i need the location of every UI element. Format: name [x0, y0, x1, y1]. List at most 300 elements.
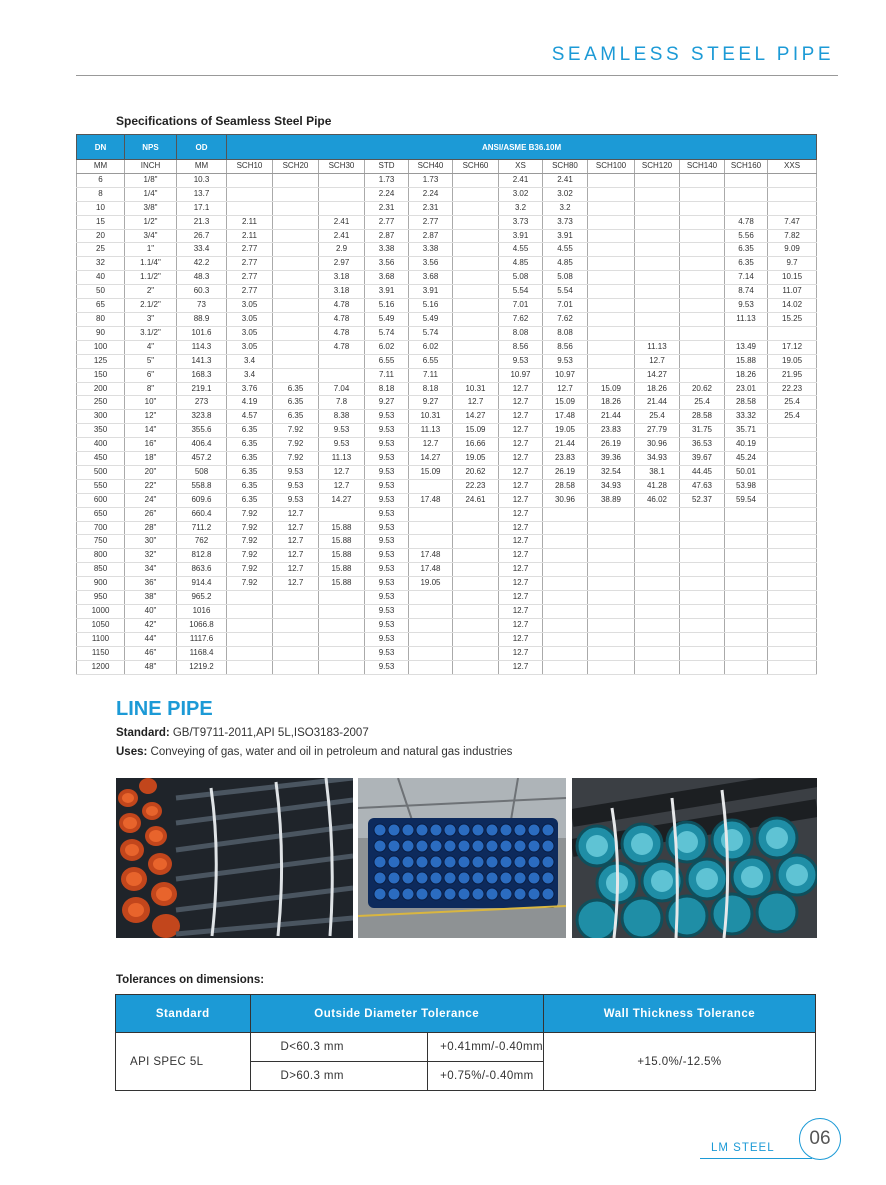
table-cell — [453, 229, 499, 243]
table-cell: 6" — [125, 368, 177, 382]
table-cell: 19.05 — [543, 424, 588, 438]
table-cell: 14" — [125, 424, 177, 438]
table-cell — [635, 632, 680, 646]
table-cell: 48" — [125, 660, 177, 674]
table-cell: 15.25 — [768, 312, 817, 326]
table-cell — [725, 507, 768, 521]
table-cell — [453, 507, 499, 521]
table-cell — [409, 632, 453, 646]
table-cell — [725, 577, 768, 591]
table-cell: 25.4 — [768, 410, 817, 424]
table-cell: 12.7 — [499, 465, 543, 479]
table-cell — [453, 243, 499, 257]
table-cell: 6.35 — [227, 479, 273, 493]
table-cell: 3.02 — [543, 187, 588, 201]
table-cell — [635, 605, 680, 619]
table-cell: 34" — [125, 563, 177, 577]
table-cell: 300 — [77, 410, 125, 424]
table-row — [77, 201, 817, 215]
table-cell — [453, 646, 499, 660]
page-header-title: SEAMLESS STEEL PIPE — [551, 44, 834, 65]
table-cell — [588, 660, 635, 674]
table-cell — [453, 368, 499, 382]
table-cell: 30.96 — [635, 438, 680, 452]
table-cell: 1117.6 — [177, 632, 227, 646]
table-cell: 30" — [125, 535, 177, 549]
table-cell: 2.11 — [227, 215, 273, 229]
table-cell: 22.23 — [453, 479, 499, 493]
table-cell: 2.41 — [319, 215, 365, 229]
table-cell — [680, 201, 725, 215]
table-cell: 168.3 — [177, 368, 227, 382]
table-cell: 27.79 — [635, 424, 680, 438]
table-cell: 9.7 — [768, 257, 817, 271]
table-row — [77, 438, 817, 452]
table-cell: 141.3 — [177, 354, 227, 368]
table-cell: 1219.2 — [177, 660, 227, 674]
table-cell: 850 — [77, 563, 125, 577]
table-cell: 7.11 — [365, 368, 409, 382]
table-cell: 3.05 — [227, 312, 273, 326]
table-cell: 15.88 — [319, 521, 365, 535]
table-cell — [227, 187, 273, 201]
table-cell — [588, 605, 635, 619]
table-cell — [680, 577, 725, 591]
table-cell: 9.53 — [365, 438, 409, 452]
table-cell: 609.6 — [177, 493, 227, 507]
table-cell: 9.53 — [365, 521, 409, 535]
table-cell — [635, 521, 680, 535]
table-cell: 350 — [77, 424, 125, 438]
table-cell: 711.2 — [177, 521, 227, 535]
table-cell: 24.61 — [453, 493, 499, 507]
table-cell: 12.7 — [273, 535, 319, 549]
table-cell: 3.18 — [319, 271, 365, 285]
table-cell: 7.47 — [768, 215, 817, 229]
unit-cell: SCH120 — [635, 160, 680, 174]
table-cell — [680, 243, 725, 257]
table-row — [77, 299, 817, 313]
table-cell — [768, 646, 817, 660]
table-cell — [588, 299, 635, 313]
table-cell: 10.97 — [499, 368, 543, 382]
table-cell — [588, 577, 635, 591]
table-cell — [273, 326, 319, 340]
table-cell: 26.7 — [177, 229, 227, 243]
photo-warehouse-pipes — [358, 778, 566, 938]
table-cell: 12.7 — [499, 396, 543, 410]
table-cell: 18.26 — [635, 382, 680, 396]
table-cell — [453, 173, 499, 187]
table-cell — [588, 368, 635, 382]
table-cell: 15.88 — [319, 535, 365, 549]
table-cell — [319, 605, 365, 619]
table-cell — [227, 201, 273, 215]
table-cell — [543, 605, 588, 619]
table-cell: 9.53 — [725, 299, 768, 313]
table-cell: 9.53 — [365, 465, 409, 479]
table-cell — [588, 187, 635, 201]
table-cell: 9.53 — [319, 438, 365, 452]
table-cell: 5.08 — [543, 271, 588, 285]
table-cell: 40.19 — [725, 438, 768, 452]
table-cell — [588, 243, 635, 257]
table-row — [77, 646, 817, 660]
table-row — [77, 465, 817, 479]
table-cell: 1168.4 — [177, 646, 227, 660]
table-cell: 9.53 — [365, 605, 409, 619]
table-cell: 26.19 — [588, 438, 635, 452]
table-cell: 965.2 — [177, 591, 227, 605]
table-cell: 24" — [125, 493, 177, 507]
table-cell: 900 — [77, 577, 125, 591]
table-cell — [635, 535, 680, 549]
table-cell: 457.2 — [177, 452, 227, 466]
table-cell: 3.2 — [499, 201, 543, 215]
table-cell: 18" — [125, 452, 177, 466]
table-cell: 4.55 — [543, 243, 588, 257]
table-cell — [273, 173, 319, 187]
table-cell: 17.48 — [409, 563, 453, 577]
tolerances-table — [115, 994, 816, 1091]
table-row — [77, 549, 817, 563]
table-cell: 40 — [77, 271, 125, 285]
table-row — [77, 563, 817, 577]
table-cell: 5.56 — [725, 229, 768, 243]
table-cell — [543, 591, 588, 605]
table-cell — [725, 549, 768, 563]
table-cell: 12.7 — [273, 507, 319, 521]
table-cell: 8.56 — [499, 340, 543, 354]
table-row — [77, 507, 817, 521]
table-cell: 3.68 — [365, 271, 409, 285]
table-cell — [725, 632, 768, 646]
table-cell: 25.4 — [768, 396, 817, 410]
table-cell — [768, 605, 817, 619]
table-cell: 12.7 — [499, 521, 543, 535]
table-cell: 23.01 — [725, 382, 768, 396]
table-cell: 4.78 — [319, 312, 365, 326]
table-cell: 6.35 — [227, 493, 273, 507]
table-cell: 508 — [177, 465, 227, 479]
table-cell: 800 — [77, 549, 125, 563]
table-cell: 9.53 — [365, 507, 409, 521]
table-cell: 40" — [125, 605, 177, 619]
table-cell — [543, 521, 588, 535]
table-cell: 5.54 — [543, 285, 588, 299]
table-cell: 19.05 — [409, 577, 453, 591]
table-cell — [768, 618, 817, 632]
table-cell — [319, 507, 365, 521]
table-cell — [680, 563, 725, 577]
table-cell: 13.7 — [177, 187, 227, 201]
table-cell: 762 — [177, 535, 227, 549]
unit-cell: XS — [499, 160, 543, 174]
table-cell: 12.7 — [499, 424, 543, 438]
table-cell — [680, 646, 725, 660]
unit-cell: MM — [77, 160, 125, 174]
table-cell — [453, 577, 499, 591]
table-cell — [588, 312, 635, 326]
table-cell: 9.53 — [365, 549, 409, 563]
table-cell — [543, 618, 588, 632]
table-cell: 1/4" — [125, 187, 177, 201]
standard-value: GB/T9711-2011,API 5L,ISO3183-2007 — [169, 727, 369, 739]
table-cell: 6.55 — [365, 354, 409, 368]
table-cell: 12.7 — [453, 396, 499, 410]
table-cell: 19.05 — [768, 354, 817, 368]
table-cell — [588, 257, 635, 271]
table-cell: 32.54 — [588, 465, 635, 479]
table-cell — [588, 173, 635, 187]
table-cell: 13.49 — [725, 340, 768, 354]
table-cell: 5.16 — [365, 299, 409, 313]
table-cell: 8.08 — [499, 326, 543, 340]
table-cell — [635, 618, 680, 632]
table-cell: 812.8 — [177, 549, 227, 563]
table-cell: 7.92 — [273, 438, 319, 452]
table-cell: 450 — [77, 452, 125, 466]
table-cell: 9.53 — [365, 535, 409, 549]
table-cell: 219.1 — [177, 382, 227, 396]
spec-table-title: Specifications of Seamless Steel Pipe — [116, 114, 332, 128]
table-cell — [680, 660, 725, 674]
table-cell: 12.7 — [499, 646, 543, 660]
table-cell: 16" — [125, 438, 177, 452]
table-cell: 2.77 — [227, 271, 273, 285]
table-cell: 6.35 — [725, 257, 768, 271]
table-cell — [680, 618, 725, 632]
table-cell: 3" — [125, 312, 177, 326]
table-cell — [635, 591, 680, 605]
table-cell — [680, 187, 725, 201]
table-cell: 4.78 — [319, 299, 365, 313]
table-row — [77, 354, 817, 368]
tol-od-value: +0.41mm/-0.40mm — [428, 1033, 544, 1062]
table-cell: 9.53 — [365, 632, 409, 646]
table-cell: 9.53 — [365, 577, 409, 591]
table-cell: 14.02 — [768, 299, 817, 313]
table-cell: 31.75 — [680, 424, 725, 438]
footer-divider — [700, 1158, 812, 1159]
tol-od-range: D>60.3 mm — [250, 1062, 428, 1091]
table-row — [77, 173, 817, 187]
unit-cell: SCH30 — [319, 160, 365, 174]
table-cell — [768, 326, 817, 340]
table-cell: 21.44 — [543, 438, 588, 452]
table-cell: 12.7 — [409, 438, 453, 452]
table-cell: 5.16 — [409, 299, 453, 313]
table-cell: 3.4 — [227, 354, 273, 368]
table-cell: 3.2 — [543, 201, 588, 215]
table-row — [77, 326, 817, 340]
table-cell — [319, 646, 365, 660]
table-cell: 39.67 — [680, 452, 725, 466]
table-cell: 22" — [125, 479, 177, 493]
table-cell: 6.02 — [409, 340, 453, 354]
table-cell: 7.92 — [227, 577, 273, 591]
table-cell: 1000 — [77, 605, 125, 619]
table-cell: 17.48 — [409, 493, 453, 507]
table-cell: 2.11 — [227, 229, 273, 243]
table-cell: 15.88 — [319, 549, 365, 563]
table-cell: 38.1 — [635, 465, 680, 479]
table-cell — [227, 591, 273, 605]
table-cell: 90 — [77, 326, 125, 340]
table-cell: 9.53 — [365, 618, 409, 632]
table-cell: 3.56 — [365, 257, 409, 271]
table-cell — [409, 521, 453, 535]
table-cell — [453, 215, 499, 229]
tol-head-od: Outside Diameter Tolerance — [250, 995, 543, 1033]
table-cell: 30.96 — [543, 493, 588, 507]
table-cell — [273, 271, 319, 285]
table-cell: 41.28 — [635, 479, 680, 493]
table-cell: 125 — [77, 354, 125, 368]
photo-teal-capped-pipes — [572, 778, 817, 938]
line-pipe-title: LINE PIPE — [116, 698, 213, 720]
table-cell: 12.7 — [273, 563, 319, 577]
header-divider — [76, 75, 838, 76]
table-cell: 7.92 — [273, 424, 319, 438]
table-cell: 2.9 — [319, 243, 365, 257]
table-row — [77, 605, 817, 619]
table-cell: 9.53 — [273, 465, 319, 479]
table-cell — [319, 660, 365, 674]
table-cell — [453, 285, 499, 299]
table-row — [77, 618, 817, 632]
table-cell — [543, 646, 588, 660]
table-cell — [680, 257, 725, 271]
table-cell — [725, 326, 768, 340]
table-cell — [453, 187, 499, 201]
table-cell: 34.93 — [635, 452, 680, 466]
table-cell — [453, 201, 499, 215]
table-cell: 15.88 — [319, 577, 365, 591]
table-cell: 17.12 — [768, 340, 817, 354]
table-cell: 6.02 — [365, 340, 409, 354]
table-cell: 2.1/2" — [125, 299, 177, 313]
table-cell: 2.24 — [409, 187, 453, 201]
table-cell: 5.49 — [409, 312, 453, 326]
table-cell — [680, 368, 725, 382]
table-cell: 550 — [77, 479, 125, 493]
table-cell: 2.77 — [227, 243, 273, 257]
table-cell: 11.13 — [409, 424, 453, 438]
table-cell — [227, 646, 273, 660]
table-cell — [319, 368, 365, 382]
table-cell — [588, 521, 635, 535]
table-cell: 9.53 — [365, 493, 409, 507]
table-cell — [453, 521, 499, 535]
table-cell: 21.44 — [588, 410, 635, 424]
table-cell: 2.77 — [409, 215, 453, 229]
table-cell — [768, 479, 817, 493]
table-cell — [588, 563, 635, 577]
table-cell — [273, 340, 319, 354]
table-cell — [725, 591, 768, 605]
unit-cell: SCH100 — [588, 160, 635, 174]
table-cell: 12.7 — [499, 410, 543, 424]
table-cell — [768, 591, 817, 605]
table-cell: 12.7 — [499, 535, 543, 549]
table-cell: 5.74 — [365, 326, 409, 340]
table-cell: 7.01 — [499, 299, 543, 313]
table-cell — [227, 632, 273, 646]
table-cell: 558.8 — [177, 479, 227, 493]
table-cell — [453, 660, 499, 674]
table-cell: 2.77 — [227, 257, 273, 271]
unit-cell: SCH140 — [680, 160, 725, 174]
table-cell: 7.92 — [273, 452, 319, 466]
table-cell: 10 — [77, 201, 125, 215]
table-cell: 38" — [125, 591, 177, 605]
table-cell: 6.35 — [273, 396, 319, 410]
table-cell: 1066.8 — [177, 618, 227, 632]
col-head-od: OD — [177, 135, 227, 160]
table-cell: 17.1 — [177, 201, 227, 215]
table-cell: 3.05 — [227, 299, 273, 313]
table-cell: 1.73 — [409, 173, 453, 187]
table-cell: 33.4 — [177, 243, 227, 257]
table-row — [77, 271, 817, 285]
table-cell — [635, 326, 680, 340]
table-cell: 6.35 — [273, 410, 319, 424]
table-cell: 863.6 — [177, 563, 227, 577]
table-cell: 3.73 — [543, 215, 588, 229]
table-cell: 914.4 — [177, 577, 227, 591]
table-cell: 15.88 — [319, 563, 365, 577]
table-cell: 4.85 — [543, 257, 588, 271]
table-cell — [543, 660, 588, 674]
table-cell: 36.53 — [680, 438, 725, 452]
table-cell: 15.09 — [453, 424, 499, 438]
table-cell: 3.91 — [409, 285, 453, 299]
table-cell — [453, 271, 499, 285]
table-cell: 42.2 — [177, 257, 227, 271]
table-cell: 14.27 — [409, 452, 453, 466]
table-cell — [680, 354, 725, 368]
table-cell — [409, 646, 453, 660]
table-cell: 15.09 — [409, 465, 453, 479]
table-cell: 44" — [125, 632, 177, 646]
table-cell: 28.58 — [543, 479, 588, 493]
table-cell: 21.44 — [635, 396, 680, 410]
table-cell — [588, 618, 635, 632]
table-cell: 9.53 — [365, 479, 409, 493]
table-cell: 20.62 — [453, 465, 499, 479]
table-cell: 7.11 — [409, 368, 453, 382]
table-cell: 15.09 — [543, 396, 588, 410]
table-cell: 7.92 — [227, 507, 273, 521]
table-cell — [588, 271, 635, 285]
table-cell: 46.02 — [635, 493, 680, 507]
table-cell — [453, 549, 499, 563]
table-cell — [409, 479, 453, 493]
page-number: 06 — [799, 1118, 841, 1160]
table-cell — [635, 660, 680, 674]
table-cell: 660.4 — [177, 507, 227, 521]
table-cell — [725, 618, 768, 632]
table-cell: 32" — [125, 549, 177, 563]
table-cell — [543, 563, 588, 577]
table-cell: 19.05 — [453, 452, 499, 466]
table-cell: 14.27 — [319, 493, 365, 507]
table-cell: 5.74 — [409, 326, 453, 340]
table-cell: 46" — [125, 646, 177, 660]
table-cell — [227, 618, 273, 632]
table-cell: 7.92 — [227, 549, 273, 563]
